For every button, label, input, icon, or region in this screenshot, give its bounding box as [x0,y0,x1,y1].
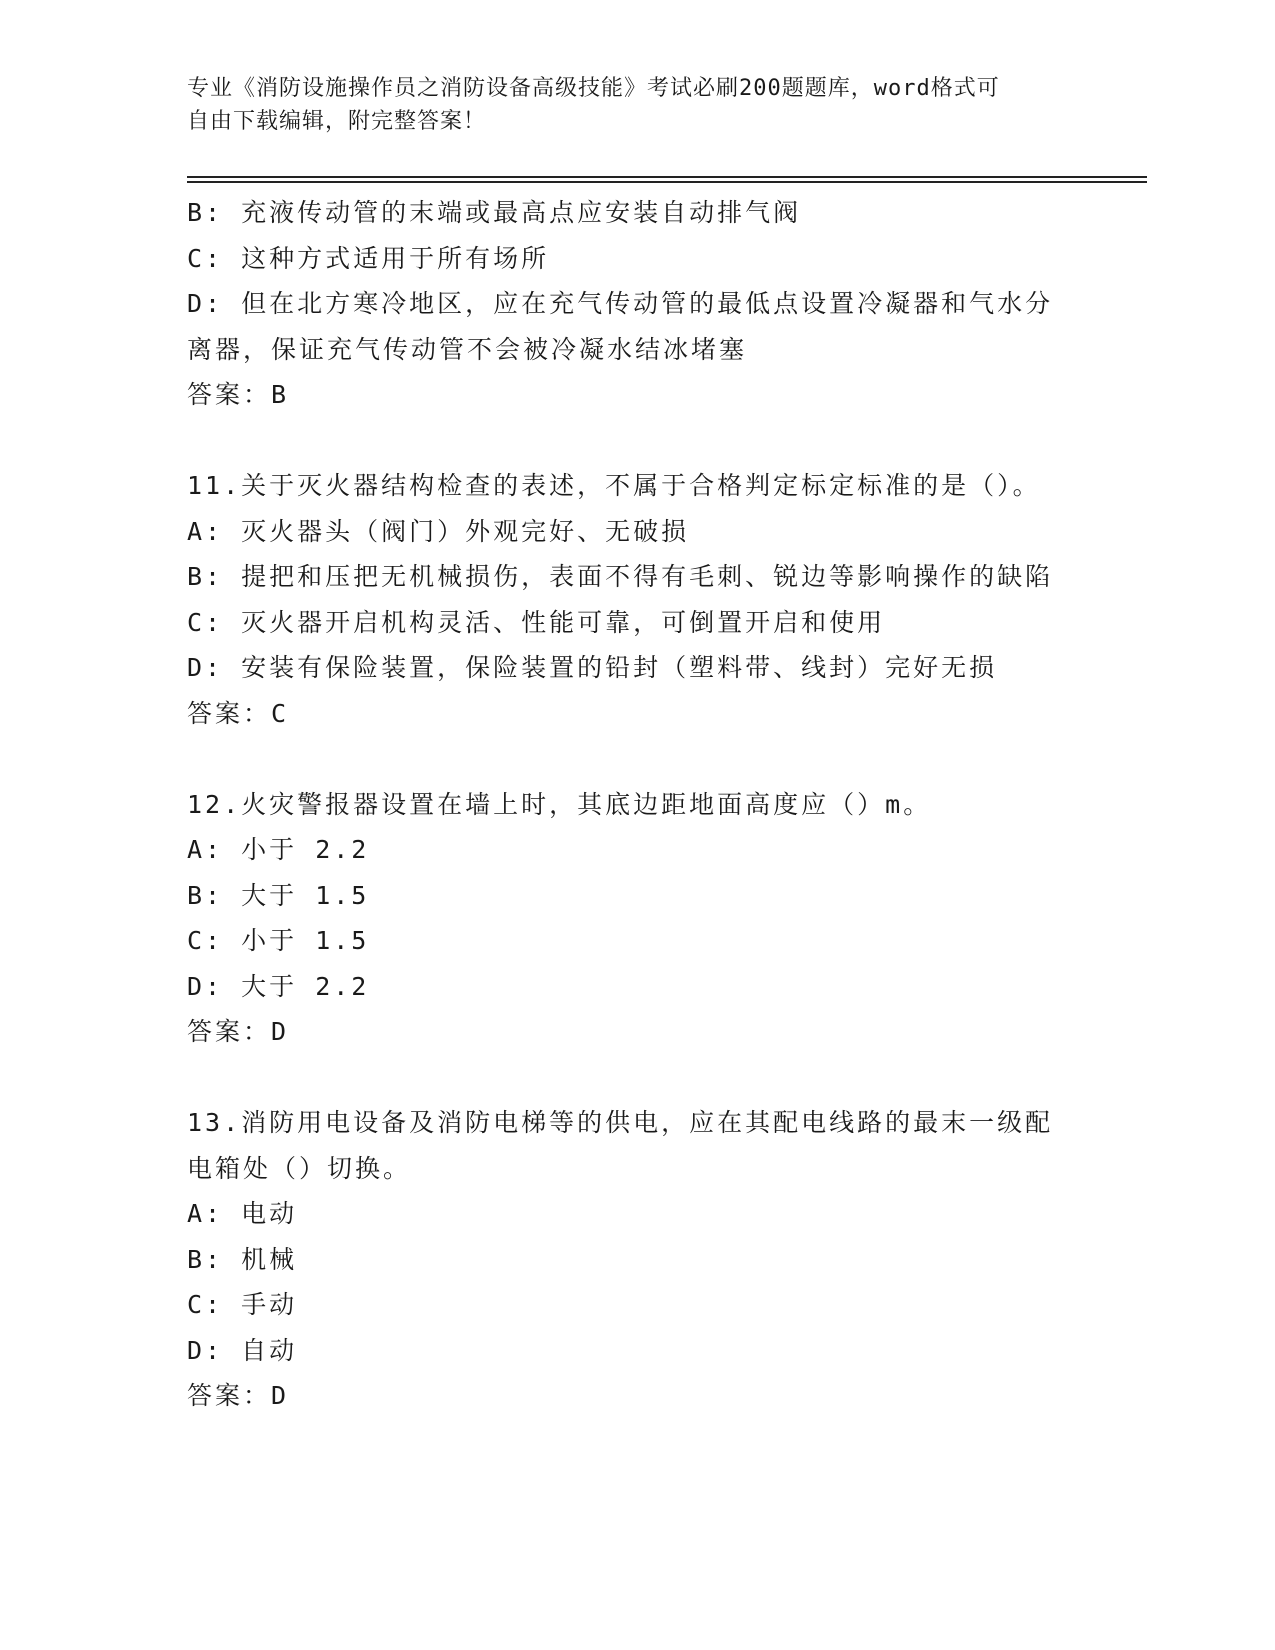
option-a: A: 小于 2.2 [187,835,370,864]
header-line-1: 专业《消防设施操作员之消防设备高级技能》考试必刷200题题库，word格式可 [187,76,1000,101]
spacer [187,418,1087,464]
option-c: C: 这种方式适用于所有场所 [187,243,550,273]
question-block-12 [187,782,1087,1055]
option-b: B: 大于 1.5 [187,880,370,910]
option-d: D: 自动 [187,1335,298,1365]
option-a: A: 电动 [187,1199,298,1228]
question-stem: 11.关于灭火器结构检查的表述，不属于合格判定标定标准的是（）。 [187,471,1041,500]
question-block-11 [187,463,1087,736]
answer-line: 答案：D [187,1017,290,1046]
spacer [187,1055,1087,1101]
option-d: D: 大于 2.2 [187,971,370,1001]
header-divider-bottom [187,181,1147,183]
option-d: D: 但在北方寒冷地区，应在充气传动管的最低点设置冷凝器和气水分 [187,289,1054,318]
option-b: B: 机械 [187,1244,298,1274]
answer-line: 答案：C [187,698,290,728]
option-c: C: 小于 1.5 [187,926,370,955]
option-c: C: 灭火器开启机构灵活、性能可靠，可倒置开启和使用 [187,607,886,637]
spacer [187,736,1087,782]
answer-line: 答案：D [187,1381,290,1410]
question-stem: 13.消防用电设备及消防电梯等的供电，应在其配电线路的最末一级配 [187,1108,1054,1137]
option-b: B: 提把和压把无机械损伤，表面不得有毛刺、锐边等影响操作的缺陷 [187,562,1054,591]
option-c: C: 手动 [187,1290,298,1319]
document-header [187,72,1067,138]
header-line-2: 自由下载编辑，附完整答案！ [187,109,487,134]
answer-line: 答案：B [187,380,290,409]
option-a: A: 灭火器头（阀门）外观完好、无破损 [187,516,690,546]
question-list [187,190,1087,1419]
option-d-continued: 离器，保证充气传动管不会被冷凝水结冰堵塞 [187,334,748,364]
header-divider-top [187,176,1147,178]
question-block-prev [187,190,1087,418]
question-block-13 [187,1100,1087,1419]
question-stem: 12.火灾警报器设置在墙上时，其底边距地面高度应（）m。 [187,789,932,819]
option-b: B: 充液传动管的末端或最高点应安装自动排气阀 [187,198,802,227]
question-stem-continued: 电箱处（）切换。 [187,1153,412,1183]
option-d: D: 安装有保险装置，保险装置的铅封（塑料带、线封）完好无损 [187,653,998,682]
